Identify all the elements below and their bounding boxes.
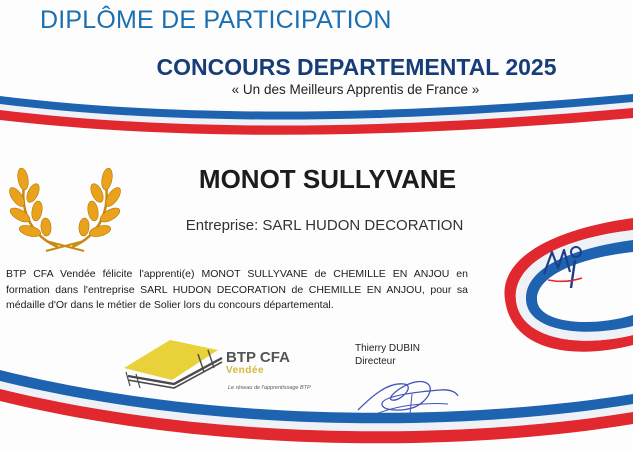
recipient-name: MONOT SULLYVANE [198, 164, 457, 194]
logo-tagline: Le réseau de l'apprentissage BTP [228, 385, 311, 391]
btp-cfa-logo-icon [122, 338, 224, 390]
motto: « Un des Meilleurs Apprentis de France » [231, 82, 480, 97]
signature-icon [352, 370, 464, 420]
maf-logo-icon [536, 238, 594, 300]
signatory-block [355, 343, 420, 368]
document-type-title: DIPLÔME DE PARTICIPATION [40, 6, 392, 34]
logo-name: BTP CFA [226, 349, 290, 366]
congratulation-text: BTP CFA Vendée félicite l'apprenti(e) MONOT SULLYVANE de CHEMILLE EN ANJOU en formation dans l'entreprise SARL HUDON DECORATION de CHEMILLE EN ANJOU, pour sa médaille d'Or dans le métier de Solier lors du concours départemental. [6, 268, 468, 311]
contest-title: CONCOURS DEPARTEMENTAL 2025 [156, 54, 557, 80]
logo-subtitle: Vendée [226, 365, 265, 376]
recipient-company: Entreprise: SARL HUDON DECORATION [185, 217, 464, 234]
signatory-name: Thierry DUBIN [355, 343, 421, 354]
signatory-title: Directeur [355, 355, 396, 367]
